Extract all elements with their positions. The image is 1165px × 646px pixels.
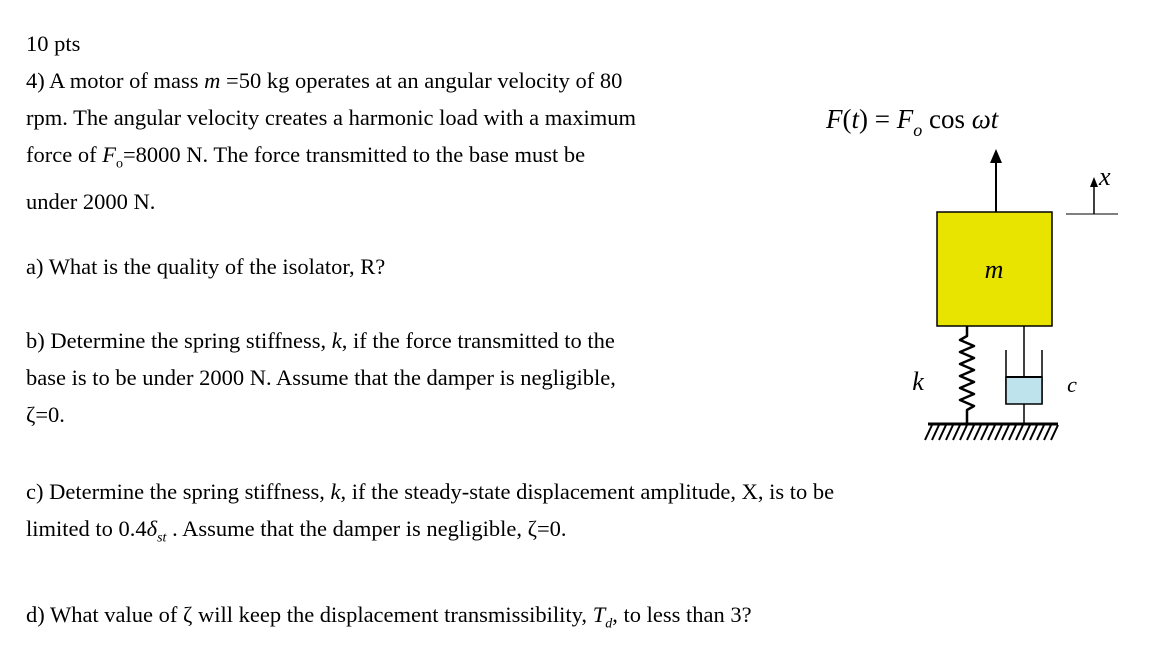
intro-line-2: rpm. The angular velocity creates a harmonic load with a maximum bbox=[26, 105, 637, 130]
mass-label: m bbox=[984, 255, 1004, 284]
spring bbox=[960, 326, 974, 424]
displacement-label: x bbox=[1099, 162, 1111, 191]
damper-label: c bbox=[1067, 372, 1077, 397]
problem-statement bbox=[26, 62, 636, 220]
part-b: b) Determine the spring stiffness, k, if the force transmitted to the base is to be under 2000 N. Assume that the damper is negligible, ζ=0. bbox=[26, 328, 616, 427]
damper-fluid bbox=[1006, 377, 1042, 404]
points-label: 10 pts bbox=[26, 31, 81, 56]
intro-line-4: under 2000 N. bbox=[26, 188, 156, 214]
mass-spring-damper-diagram bbox=[800, 80, 1160, 460]
spring-label: k bbox=[912, 367, 924, 396]
part-d: d) What value of ζ will keep the displacement transmissibility, $T_d$, to less than 3? bbox=[26, 602, 752, 632]
force-equation: $F(t) = F_o$ cos ωt bbox=[826, 104, 999, 140]
part-c: c) Determine the spring stiffness, k, if the steady-state displacement amplitude, X, is to be limited to $0.4\delta_{st}$ . Assume that the damper is negligible, ζ=0. bbox=[26, 479, 835, 546]
part-a: a) What is the quality of the isolator, R? bbox=[26, 254, 386, 279]
intro-line-3: force of $F_o=8000$ N. The force transmitted to the base must be bbox=[26, 142, 586, 172]
displacement-arrowhead bbox=[1090, 177, 1098, 187]
force-arrowhead bbox=[990, 149, 1002, 163]
ground-hatching bbox=[925, 425, 1058, 440]
intro-line-1: 4) A motor of mass m =50 kg operates at an angular velocity of 80 bbox=[26, 68, 623, 93]
